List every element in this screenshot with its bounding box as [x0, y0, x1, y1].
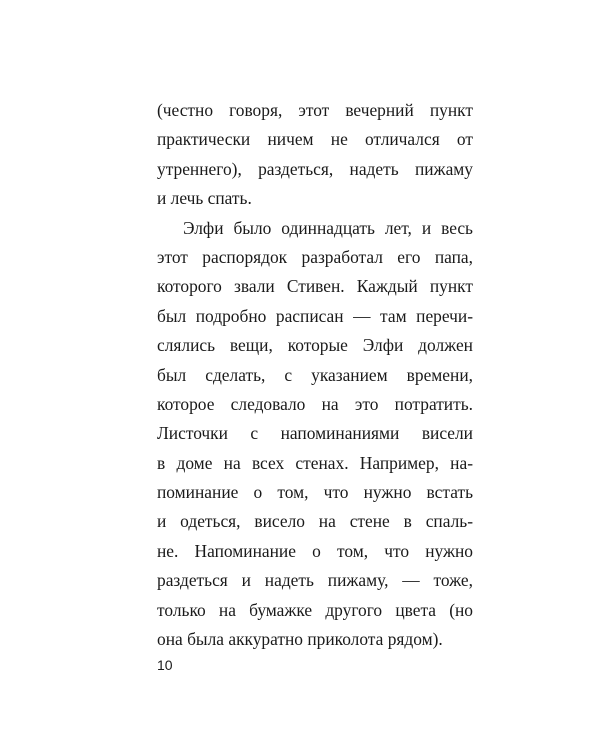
text-line: поминание о том, что нужно встать: [157, 482, 473, 503]
text-line: не. Напоминание о том, что нужно: [157, 540, 473, 561]
text-line: она была аккуратно приколота рядом).: [157, 629, 443, 650]
text-line: и одеться, висело на стене в спаль-: [157, 511, 473, 532]
page-number: 10: [157, 657, 173, 673]
text-line: в доме на всех стенах. Например, на-: [157, 452, 473, 473]
text-line: Листочки с напоминаниями висели: [157, 423, 473, 444]
text-line: практически ничем не отличался от: [157, 129, 473, 150]
text-line: которого звали Стивен. Каждый пункт: [157, 276, 473, 297]
text-line: слялись вещи, которые Элфи должен: [157, 335, 473, 356]
text-line: был подробно расписан — там перечи-: [157, 305, 473, 326]
text-line: только на бумажке другого цвета (но: [157, 599, 473, 620]
text-line: и лечь спать.: [157, 188, 252, 209]
text-line: раздеться и надеть пижаму, — тоже,: [157, 570, 473, 591]
text-line: (честно говоря, этот вечерний пункт: [157, 100, 473, 120]
text-line: утреннего), раздеться, надеть пижаму: [157, 158, 473, 179]
page-text: [157, 96, 473, 654]
text-line: которое следовало на это потратить.: [157, 393, 473, 414]
text-line: был сделать, с указанием времени,: [157, 364, 473, 385]
text-line: Элфи было одиннадцать лет, и весь: [183, 217, 473, 238]
text-line: этот распорядок разработал его папа,: [157, 246, 473, 267]
